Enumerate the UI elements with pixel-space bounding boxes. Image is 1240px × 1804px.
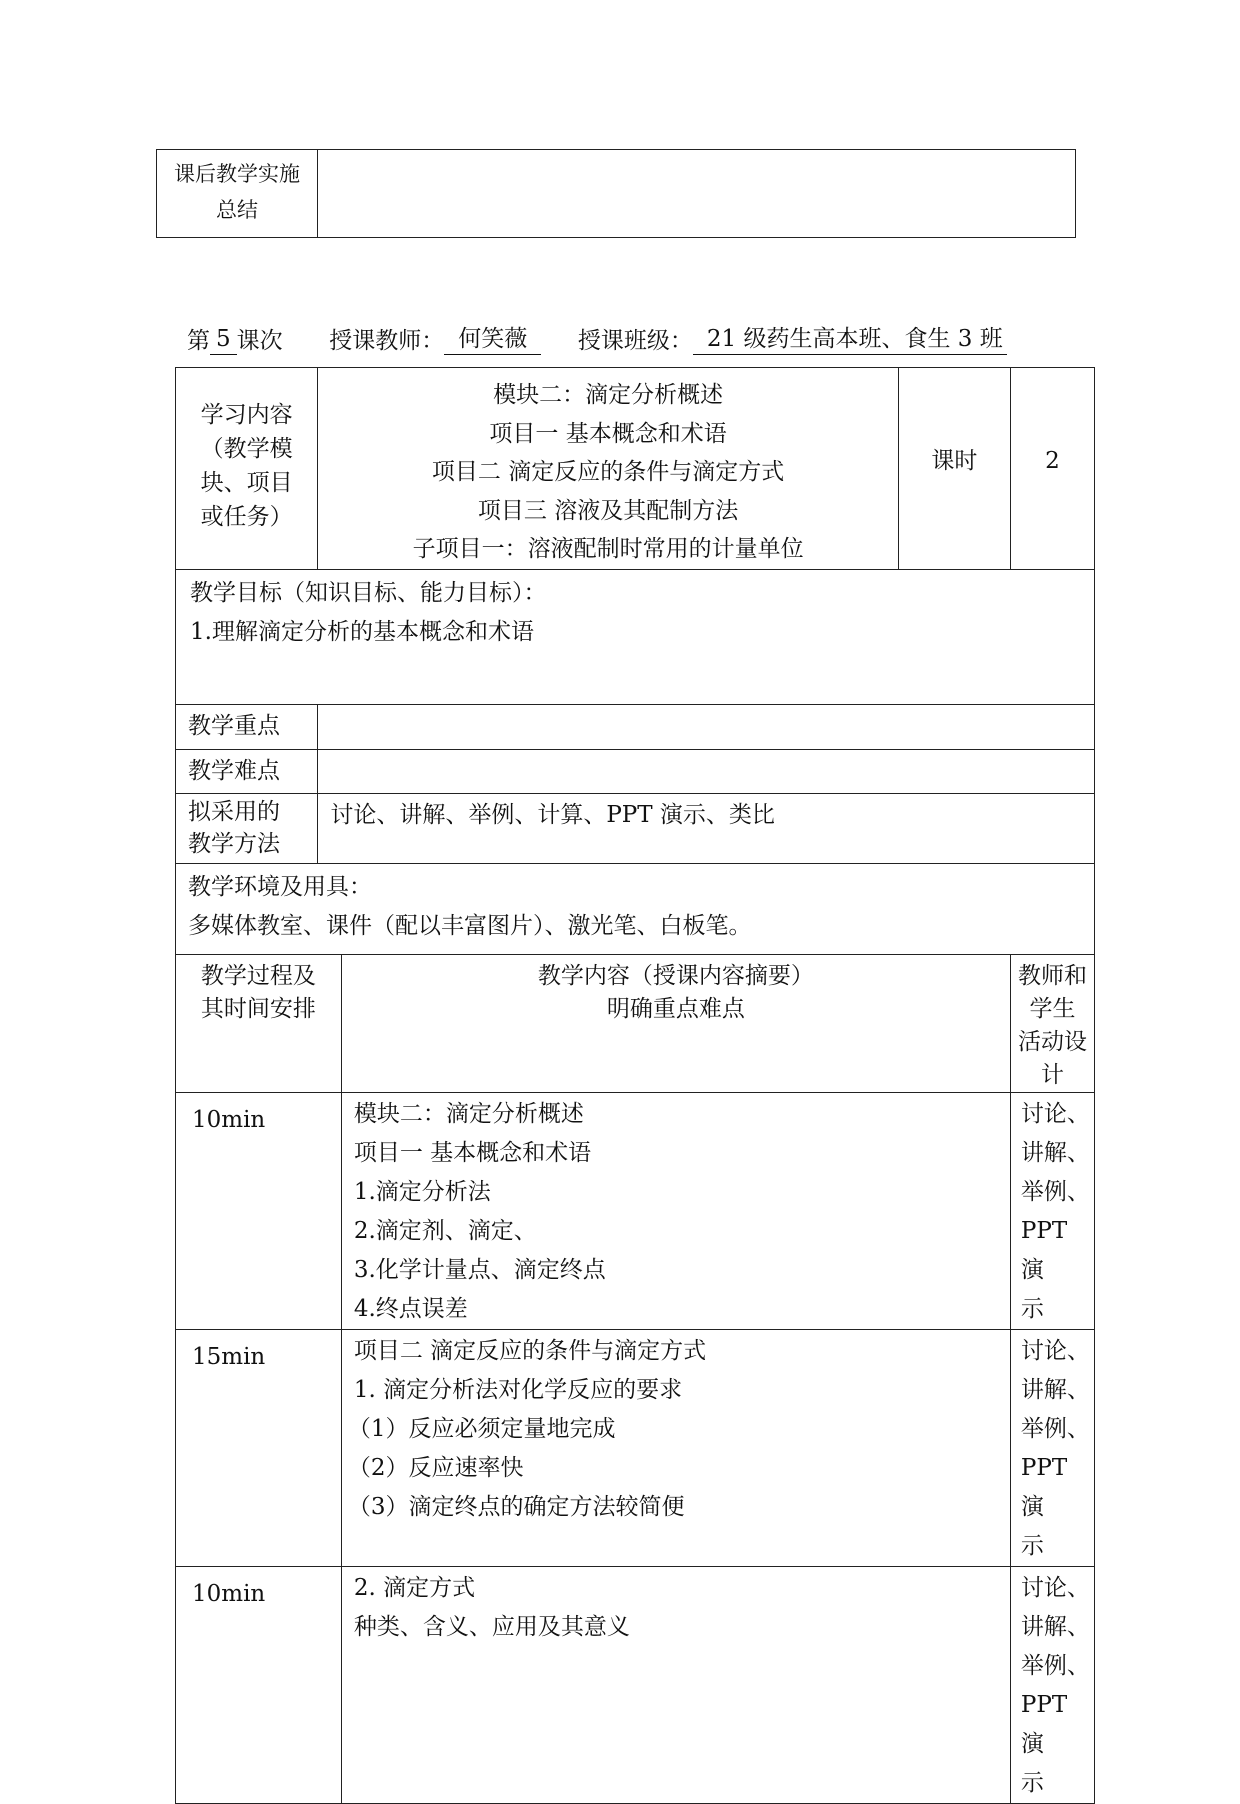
process-header-line: 活动设计 [1017,1028,1087,1088]
process-activity-line: 举例、PPT 演 [1020,1415,1090,1520]
process-time: 10min [176,1566,342,1803]
process-activity-cell [1010,1329,1094,1566]
methods-label-line: 拟采用的 [188,798,280,825]
objective-item: 1.理解滴定分析的基本概念和术语 [190,618,534,645]
key-points-label: 教学重点 [176,704,318,749]
learning-content-cell [318,368,899,570]
methods-label-cell [176,793,318,863]
process-activity-line: 示 [1020,1295,1044,1322]
summary-label-line: 总结 [216,198,258,222]
process-header-line: 教师和学生 [1017,962,1087,1022]
process-header-line: 明确重点难点 [606,995,745,1022]
process-row [176,1329,1095,1566]
process-header-content [341,954,1010,1092]
lesson-suffix: 课次 [236,328,283,354]
summary-value-cell [318,150,1076,238]
summary-label-line: 课后教学实施 [174,162,300,186]
process-content-line: 项目一 基本概念和术语 [353,1139,592,1166]
lesson-number: 5 [210,324,237,355]
process-content-line: （2）反应速率快 [347,1454,524,1481]
process-content-cell [341,1566,1010,1803]
process-header-line: 其时间安排 [200,995,316,1022]
teacher-name: 何笑薇 [444,324,541,355]
class-name: 21 级药生高本班、食生 3 班 [693,324,1007,355]
process-time: 10min [176,1092,342,1329]
process-content-line: 模块二：滴定分析概述 [353,1100,584,1127]
process-activity-line: 示 [1020,1769,1044,1796]
learning-label-line: 块、项目 [200,470,293,496]
process-content-line: 4.终点误差 [353,1295,468,1322]
environment-title: 教学环境及用具： [188,873,372,900]
process-activity-line: 举例、PPT 演 [1020,1178,1090,1283]
hours-value: 2 [1010,368,1094,570]
learning-content-line: 模块二：滴定分析概述 [493,382,724,408]
process-content-line: 1. 滴定分析法对化学反应的要求 [353,1376,683,1403]
learning-label-line: （教学模 [200,436,293,462]
objectives-title: 教学目标（知识目标、能力目标）： [190,579,547,606]
process-header-line: 教学内容（授课内容摘要） [537,962,814,989]
learning-label-line: 学习内容 [200,402,293,428]
process-content-line: 1.滴定分析法 [353,1178,491,1205]
learning-label-line: 或任务） [200,504,293,530]
process-content-cell [341,1092,1010,1329]
process-row [176,1092,1095,1329]
process-content-line: 2. 滴定方式 [353,1574,476,1601]
process-activity-line: 举例、PPT 演 [1020,1652,1090,1757]
teacher-label: 授课教师： [329,328,445,354]
process-content-line: 种类、含义、应用及其意义 [353,1613,630,1640]
process-header-line: 教学过程及 [200,962,316,989]
lesson-header [187,322,1007,355]
learning-label-cell [176,368,318,570]
learning-content-line: 子项目一：溶液配制时常用的计量单位 [412,536,804,562]
learning-content-line: 项目一 基本概念和术语 [489,420,727,447]
methods-value: 讨论、讲解、举例、计算、PPT 演示、类比 [318,793,1095,863]
process-content-line: 项目二 滴定反应的条件与滴定方式 [353,1337,707,1364]
learning-content-line: 项目二 滴定反应的条件与滴定方式 [431,459,785,485]
lesson-plan-table [175,367,1095,1804]
process-row [176,1566,1095,1803]
objectives-cell [176,569,1095,704]
difficulties-value [318,749,1095,793]
process-activity-cell [1010,1092,1094,1329]
process-content-line: （1）反应必须定量地完成 [347,1415,616,1442]
key-points-value [318,704,1095,749]
process-time: 15min [176,1329,342,1566]
learning-content-line: 项目三 溶液及其配制方法 [477,497,739,524]
process-header-activity [1010,954,1094,1092]
hours-label: 课时 [898,368,1010,570]
process-activity-line: 示 [1020,1532,1044,1559]
difficulties-label: 教学难点 [176,749,318,793]
process-activity-line: 讨论、讲解、 [1020,1574,1090,1640]
process-content-line: （3）滴定终点的确定方法较简便 [347,1493,685,1520]
class-label: 授课班级： [577,328,693,354]
summary-table [156,149,1076,238]
process-activity-cell [1010,1566,1094,1803]
methods-label-line: 教学方法 [188,830,280,857]
process-activity-line: 讨论、讲解、 [1020,1100,1090,1166]
process-header-time [176,954,342,1092]
environment-value: 多媒体教室、课件（配以丰富图片）、激光笔、白板笔。 [188,912,752,939]
lesson-prefix: 第 [187,328,210,354]
process-content-line: 2.滴定剂、滴定、 [353,1217,537,1244]
process-content-cell [341,1329,1010,1566]
summary-label-cell [157,150,318,238]
environment-cell [176,863,1095,954]
process-activity-line: 讨论、讲解、 [1020,1337,1090,1403]
process-content-line: 3.化学计量点、滴定终点 [353,1256,606,1283]
